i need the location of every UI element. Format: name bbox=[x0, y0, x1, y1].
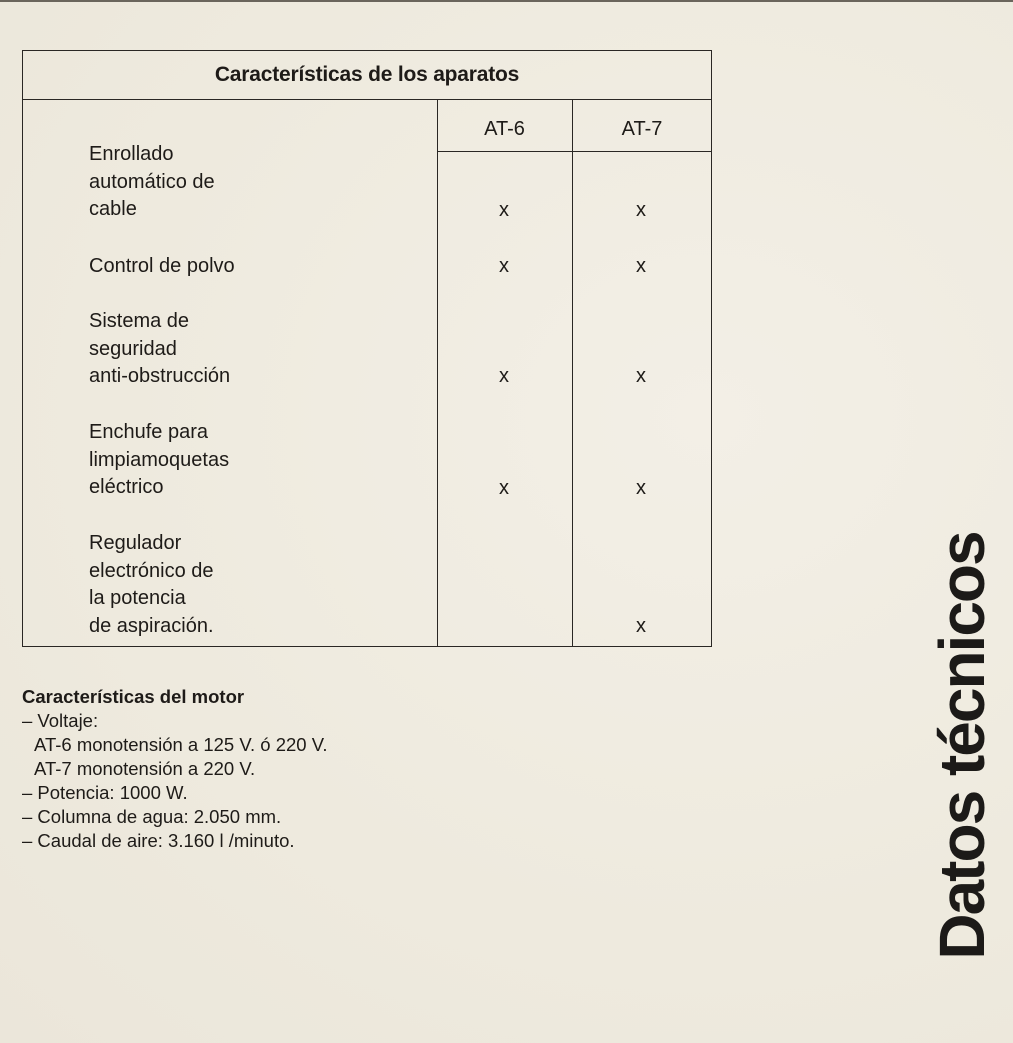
motor-spec-line: AT-6 monotensión a 125 V. ó 220 V. bbox=[34, 734, 328, 755]
table-cell-at7-polvo: x bbox=[636, 255, 646, 277]
side-title: Datos técnicos bbox=[926, 532, 998, 960]
motor-spec-line: – Potencia: 1000 W. bbox=[22, 782, 188, 803]
column-header-at6: AT-6 bbox=[484, 117, 525, 140]
feature-label-cable: Enrollado automático de cable bbox=[89, 143, 215, 220]
feature-label-regulador: Regulador electrónico de la potencia de aspiración. bbox=[89, 532, 214, 637]
table-cell-at7-regulador: x bbox=[636, 615, 646, 637]
table-title: Características de los aparatos bbox=[23, 51, 711, 100]
table-cell-at6-polvo: x bbox=[499, 255, 509, 277]
table-cell-at6-cable: x bbox=[499, 199, 509, 221]
table-cell-at7-seguridad: x bbox=[636, 365, 646, 387]
motor-specs bbox=[22, 685, 662, 853]
page-top-edge bbox=[0, 0, 1013, 2]
column-divider bbox=[437, 100, 438, 646]
motor-heading: Características del motor bbox=[22, 686, 245, 707]
motor-spec-line: – Caudal de aire: 3.160 l /minuto. bbox=[22, 830, 295, 851]
column-header-divider bbox=[437, 151, 711, 152]
motor-spec-line: – Voltaje: bbox=[22, 710, 99, 731]
features-table bbox=[22, 50, 712, 647]
column-header-at7: AT-7 bbox=[621, 117, 663, 140]
motor-spec-line: AT-7 monotensión a 220 V. bbox=[34, 758, 256, 779]
table-cell-at7-cable: x bbox=[636, 199, 646, 221]
table-cell-at7-enchufe: x bbox=[636, 477, 646, 499]
feature-label-polvo: Control de polvo bbox=[89, 255, 235, 277]
column-divider bbox=[572, 100, 573, 646]
table-cell-at6-seguridad: x bbox=[499, 365, 509, 387]
motor-spec-line: – Columna de agua: 2.050 mm. bbox=[22, 806, 282, 827]
table-cell-at6-enchufe: x bbox=[499, 477, 509, 499]
feature-label-seguridad: Sistema de seguridad anti-obstrucción bbox=[89, 310, 231, 387]
feature-label-enchufe: Enchufe para limpiamoquetas eléctrico bbox=[89, 421, 230, 498]
